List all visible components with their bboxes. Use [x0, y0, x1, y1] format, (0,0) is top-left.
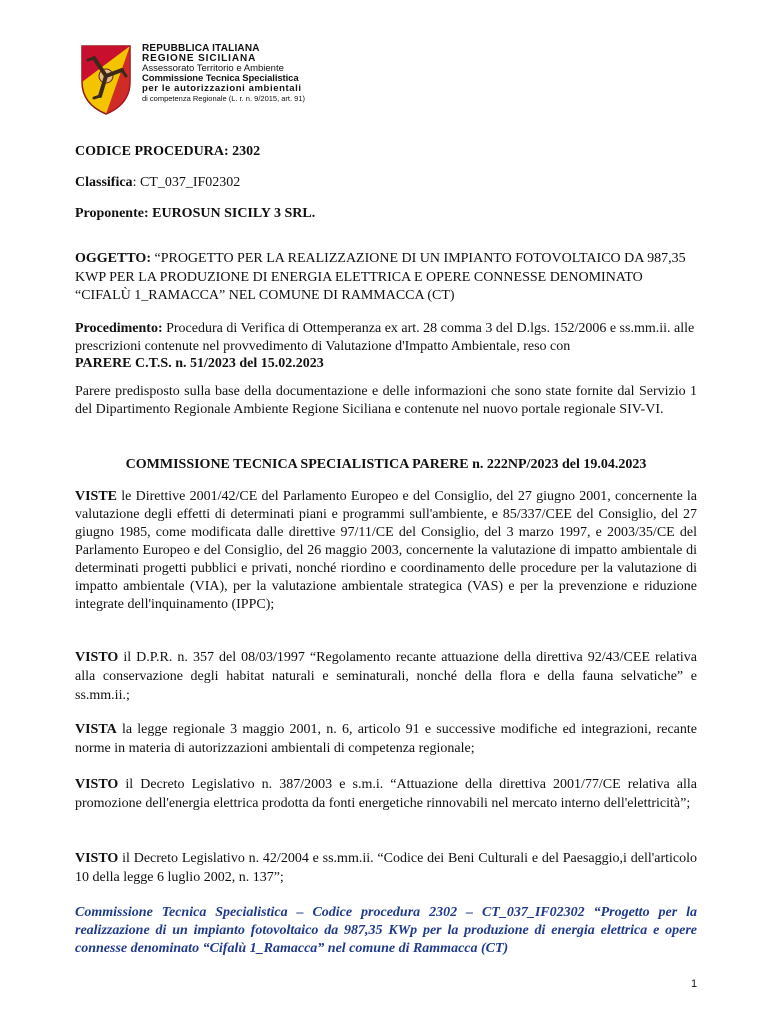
oggetto-label: OGGETTO: [75, 251, 151, 266]
codice-procedura [75, 143, 697, 161]
vista-legge-text: la legge regionale 3 maggio 2001, n. 6, articolo 91 e successive modifiche ed integrazioni, recante norme in materia di autorizzazioni ambientali di competenza regionale; [75, 722, 697, 756]
proponente [75, 205, 697, 223]
page-number: 1 [691, 978, 698, 990]
viste-text: le Direttive 2001/42/CE del Parlamento Europeo e del Consiglio, del 27 giugno 2001, concernente la valutazione degli effetti di determinati piani e programmi sull'ambiente, e 85/337/CEE del Consiglio, del 27 giugno 1985, come modificata dalle direttive 97/11/CE del Consiglio, del 3 marzo 1997, e 2003/35/CE del Parlamento Europeo e del Consiglio, del 26 maggio 2003, concernente la valutazione di impatto ambientale di determinati progetti pubblici e privati, nonché riordino e coordinamento delle procedure per la valutazione di impatto ambientale (VIA), per la valutazione ambientale strategica (VAS) e per la prevenzione e riduzione integrate dell'inquinamento (IPPC); [75, 489, 697, 612]
letterhead-line: per le autorizzazioni ambientali [142, 83, 302, 94]
codice-label: CODICE PROCEDURA: 2302 [75, 144, 261, 159]
parere-predisposto: Parere predisposto sulla base della documentazione e delle informazioni che sono state fornite dal Servizio 1 del Dipartimento Regionale Ambiente Regione Siciliana e contenute nel nuovo portale regionale SIV-VI. [75, 384, 697, 417]
letterhead-text [142, 44, 305, 104]
viste-paragraph [75, 488, 697, 614]
visto-dpr-paragraph [75, 648, 697, 705]
procedimento-label: Procedimento: [75, 321, 163, 336]
letterhead-line: REGIONE SICILIANA [142, 53, 257, 64]
letterhead-line: di competenza Regionale (L. r. n. 9/2015, art. 91) [142, 94, 306, 103]
footer-reference: Commissione Tecnica Specialistica – Codice procedura 2302 – CT_037_IF02302 “Progetto per la realizzazione di un impianto fotovoltaico da 987,35 KWp per la produzione di energia elettrica e opere connesse denominato “Cifalù 1_Ramacca” nel comune di Rammacca (CT) [75, 905, 697, 956]
visto-42-label: VISTO [75, 851, 119, 866]
classifica-value: : CT_037_IF02302 [132, 175, 241, 190]
visto-42-text: il Decreto Legislativo n. 42/2004 e ss.mm.ii. “Codice dei Beni Culturali e del Paesaggio,i dell'articolo 10 della legge 6 luglio 2002, n. 137”; [75, 851, 697, 885]
classifica [75, 174, 697, 192]
vista-legge-label: VISTA [75, 722, 117, 737]
procedimento [75, 320, 697, 373]
oggetto [75, 250, 697, 306]
classifica-label: Classifica [75, 175, 133, 190]
procedimento-text: Procedura di Verifica di Ottemperanza ex art. 28 comma 3 del D.lgs. 152/2006 e ss.mm.ii. alle prescrizioni contenute nel provvedimento di Valutazione d'Impatto Ambientale, reso con [75, 321, 695, 354]
viste-label: VISTE [75, 489, 118, 504]
commissione-title-text: COMMISSIONE TECNICA SPECIALISTICA PARERE n. 222NP/2023 del 19.04.2023 [125, 457, 647, 472]
visto-387-text: il Decreto Legislativo n. 387/2003 e s.m.i. “Attuazione della direttiva 2001/77/CE relativa alla promozione dell'energia elettrica prodotta da fonti energetiche rinnovabili nel mercato interno dell'elettricità”; [75, 777, 697, 811]
letterhead-line: Assessorato Territorio e Ambiente [142, 63, 284, 74]
proponente-label: Proponente: [75, 206, 149, 221]
oggetto-text: “PROGETTO PER LA REALIZZAZIONE DI UN IMPIANTO FOTOVOLTAICO DA 987,35 KWP PER LA PRODUZIONE DI ENERGIA ELETTRICA E OPERE CONNESSE DENOMINATO “CIFALÙ 1_RAMACCA” NEL COMUNE DI RAMMACCA (CT) [75, 251, 686, 303]
visto-387-paragraph [75, 775, 697, 813]
visto-dpr-label: VISTO [75, 650, 119, 665]
vista-legge-paragraph [75, 720, 697, 758]
letterhead-line: Commissione Tecnica Specialistica [142, 73, 299, 84]
trinacria-logo-icon [74, 42, 138, 116]
visto-42-paragraph [75, 849, 697, 887]
visto-387-label: VISTO [75, 777, 119, 792]
commissione-title [75, 456, 697, 474]
proponente-value: EUROSUN SICILY 3 SRL. [148, 206, 316, 221]
letterhead-line: REPUBBLICA ITALIANA [142, 43, 260, 54]
procedimento-parere: PARERE C.T.S. n. 51/2023 del 15.02.2023 [75, 356, 324, 371]
letterhead [74, 42, 374, 122]
visto-dpr-text: il D.P.R. n. 357 del 08/03/1997 “Regolamento recante attuazione della direttiva 92/43/CEE relativa alla conservazione degli habitat naturali e seminaturali, nonché della flora e della fauna selvatiche” e ss.mm.ii.; [75, 650, 697, 703]
